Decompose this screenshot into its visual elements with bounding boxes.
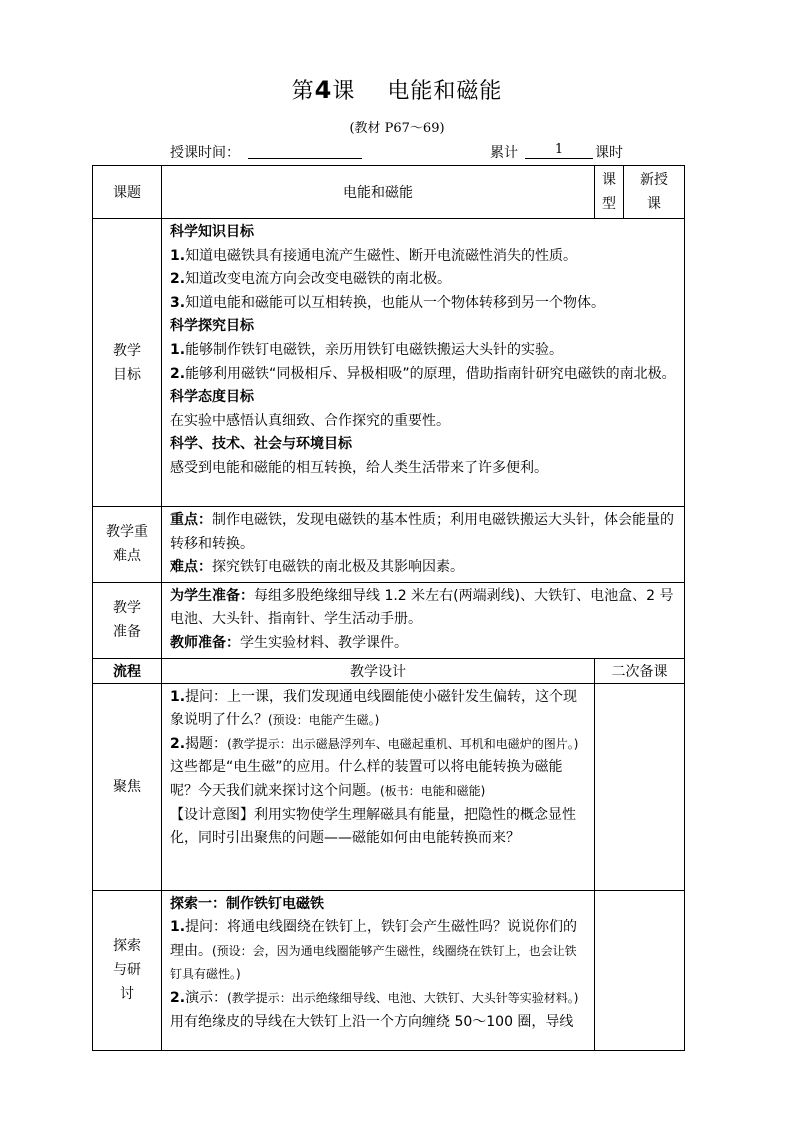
total-label: 累计 [490,145,518,161]
explore-stage-label: 探索与研讨 [93,890,162,1050]
time-blank-line [248,158,362,159]
goals-label: 教学目标 [93,219,162,507]
preparation-row [93,582,685,658]
lesson-plan-table [92,165,685,1051]
explore-step-2: 2.演示：(教学提示：出示绝缘细导线、电池、大铁钉、大头针等实验材料。)用有绝缘皮的导线在大铁钉上沿一个方向缠绕 50～100 圈，导线 [170,989,579,1030]
goals-attitude-heading: 科学态度目标 [170,389,254,406]
goals-knowledge-1: 1.知道电磁铁具有接通电流产生磁性、断开电流磁性消失的性质。 [170,247,578,264]
focus-stage-label: 聚焦 [93,683,162,890]
explore-stage-row [93,890,685,1050]
goals-inquiry-1: 1.能够制作铁钉电磁铁，亲历用铁钉电磁铁搬运大头针的实验。 [170,341,564,358]
lesson-meta [170,142,640,162]
focus-stage-content [162,683,595,890]
goals-knowledge-3: 3.知道电能和磁能可以互相转换，也能从一个物体转移到另一个物体。 [170,294,606,311]
goals-inquiry-heading: 科学探究目标 [170,318,254,335]
backup-header: 二次备课 [595,658,685,683]
focus-stage-row [93,683,685,890]
type-label: 课型 [595,166,624,219]
type-value: 新授课 [624,166,685,219]
topic-label: 课题 [93,166,162,219]
key-points-row [93,507,685,583]
goals-row [93,219,685,507]
focus-backup-cell [595,683,685,890]
goals-sts-1: 感受到电能和磁能的相互转换，给人类生活带来了许多便利。 [170,459,548,476]
lesson-prefix: 第 [291,79,315,104]
key-difficulty: 难点：探究铁钉电磁铁的南北极及其影响因素。 [170,559,464,576]
design-header: 教学设计 [162,658,595,683]
key-focus: 重点：制作电磁铁，发现电磁铁的基本性质；利用电磁铁搬运大头针，体会能量的转移和转换。 [170,512,674,552]
key-points-label: 教学重难点 [93,507,162,583]
preparation-content [162,582,685,658]
topic-value: 电能和磁能 [162,166,595,219]
goals-attitude-1: 在实验中感悟认真细致、合作探究的重要性。 [170,412,450,429]
textbook-pages: (教材 P67～69) [349,121,445,136]
design-header-row [93,658,685,683]
goals-sts-heading: 科学、技术、社会与环境目标 [170,436,352,453]
total-unit: 课时 [595,145,623,161]
lesson-title [0,74,794,105]
goals-content [162,219,685,507]
lesson-name: 电能和磁能 [387,79,503,104]
focus-step-2: 2.揭题：(教学提示：出示磁悬浮列车、电磁起重机、耳机和电磁炉的图片。)这些都是“电生磁”的应用。什么样的装置可以将电能转换为磁能呢？今天我们就来探讨这个问题。(板书：电能和磁能) [170,735,579,799]
preparation-label: 教学准备 [93,582,162,658]
key-points-content [162,507,685,583]
time-label: 授课时间： [170,145,240,161]
prep-teacher: 教师准备：学生实验材料、教学课件。 [170,634,408,651]
topic-row [93,166,685,219]
explore-heading: 探索一：制作铁钉电磁铁 [170,895,324,912]
total-value: 1 [525,142,593,159]
lesson-suffix: 课 [332,79,356,104]
focus-step-1: 1.提问：上一课，我们发现通电线圈能使小磁针发生偏转，这个现象说明了什么？(预设：电能产生磁。) [170,688,578,729]
explore-backup-cell [595,890,685,1050]
explore-stage-content [162,890,595,1050]
goals-inquiry-2: 2.能够利用磁铁“同极相斥、异极相吸”的原理，借助指南针研究电磁铁的南北极。 [170,365,676,382]
lesson-number: 4 [314,76,333,104]
goals-knowledge-2: 2.知道改变电流方向会改变电磁铁的南北极。 [170,271,452,288]
explore-step-1: 1.提问：将通电线圈绕在铁钉上，铁钉会产生磁性吗？说说你们的理由。(预设：会，因为通电线圈能够产生磁性，线圈绕在铁钉上，也会让铁钉具有磁性。) [170,919,578,982]
prep-student: 为学生准备：每组多股绝缘细导线 1.2 米左右(两端剥线)、大铁钉、电池盒、2 号电池、大头针、指南针、学生活动手册。 [170,587,674,628]
focus-design-intent: 【设计意图】利用实物使学生理解磁具有能量，把隐性的概念显性化，同时引出聚焦的问题——磁能如何由电能转换而来？ [170,806,576,847]
flow-header: 流程 [93,658,162,683]
goals-knowledge-heading: 科学知识目标 [170,224,254,240]
